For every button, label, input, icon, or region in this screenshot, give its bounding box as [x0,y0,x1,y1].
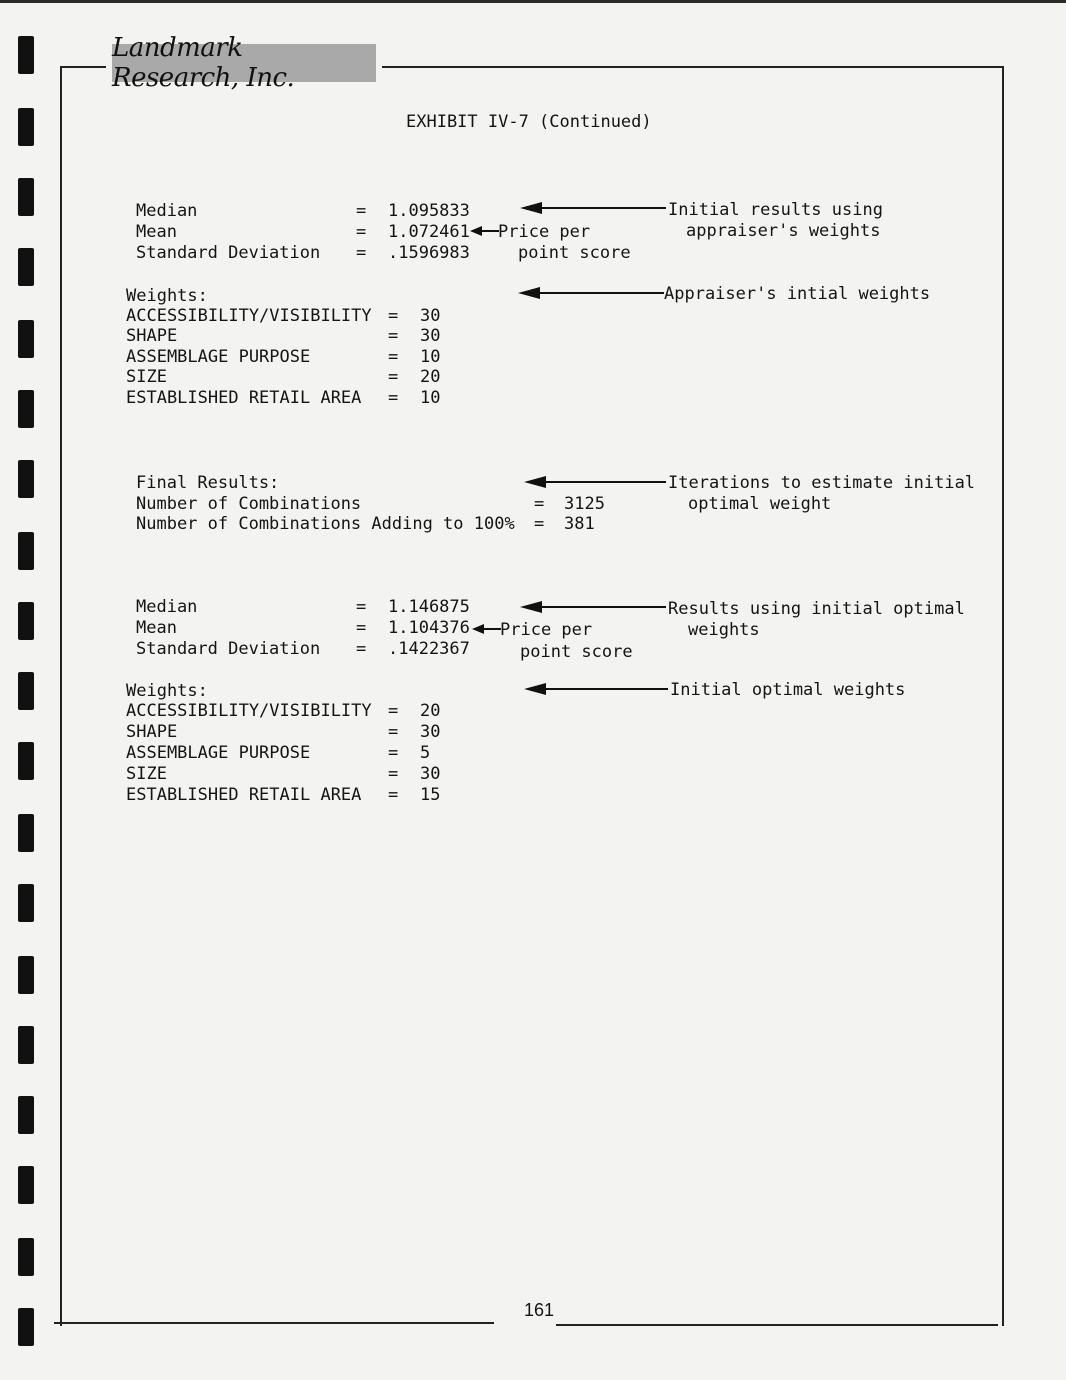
stat-label: Standard Deviation [136,639,321,659]
combination-equals: = [534,494,545,514]
weight-label: ASSEMBLAGE PURPOSE [126,347,311,367]
short-arrow-icon [472,622,502,636]
stat-value: 1.095833 [388,201,470,221]
long-arrow-icon [520,201,666,215]
weight-value: 10 [420,347,441,367]
binder-hole [18,884,34,922]
stat-equals: = [356,222,367,242]
page-top-edge [0,0,1066,3]
stat-label: Median [136,201,198,221]
frame-border [54,1322,494,1324]
weight-equals: = [388,388,399,408]
weight-equals: = [388,785,399,805]
weight-value: 30 [420,306,441,326]
weight-value: 30 [420,722,441,742]
binder-hole [18,390,34,428]
weight-value: 30 [420,764,441,784]
weight-label: SIZE [126,367,167,387]
annotation: Results using initial optimal [668,599,965,619]
short-arrow-icon [470,224,500,238]
combination-label: Number of Combinations [136,494,362,514]
annotation: appraiser's weights [686,221,881,241]
combination-label: Number of Combinations Adding to 100% [136,514,515,534]
weights-heading: Weights: [126,681,208,701]
company-logo: Landmark Research, Inc. [112,44,376,82]
combination-equals: = [534,514,545,534]
price-note: Price per [500,620,593,640]
stat-label: Median [136,597,198,617]
weight-equals: = [388,306,399,326]
stat-label: Mean [136,222,177,242]
price-note: point score [520,642,633,662]
binder-hole [18,1308,34,1346]
binder-hole [18,532,34,570]
weight-equals: = [388,701,399,721]
stat-value: 1.104376 [388,618,470,638]
binder-hole [18,108,34,146]
long-arrow-icon [520,600,666,614]
binder-hole [18,1166,34,1204]
binder-hole [18,460,34,498]
binder-hole [18,1026,34,1064]
weight-label: SHAPE [126,326,178,346]
annotation: optimal weight [688,494,832,514]
annotation: Appraiser's intial weights [664,284,931,304]
weight-value: 10 [420,388,441,408]
binder-hole [18,248,34,286]
weight-value: 20 [420,367,441,387]
binder-hole [18,814,34,852]
stat-equals: = [356,243,367,263]
frame-border [556,1324,998,1326]
binder-hole [18,178,34,216]
weight-label: ACCESSIBILITY/VISIBILITY [126,306,372,326]
weight-value: 20 [420,701,441,721]
stat-label: Standard Deviation [136,243,321,263]
weight-label: ACCESSIBILITY/VISIBILITY [126,701,372,721]
binder-hole [18,602,34,640]
combination-value: 3125 [564,494,605,514]
frame-border [1002,66,1004,1326]
binder-hole [18,742,34,780]
weight-value: 15 [420,785,441,805]
weight-label: SHAPE [126,722,178,742]
weight-equals: = [388,347,399,367]
long-arrow-icon [524,475,666,489]
final-results-heading: Final Results: [136,473,280,493]
weight-value: 30 [420,326,441,346]
exhibit-title: EXHIBIT IV-7 (Continued) [406,112,652,132]
frame-border [382,66,1004,68]
weight-equals: = [388,722,399,742]
frame-border [60,66,62,1326]
binder-hole [18,320,34,358]
stat-equals: = [356,618,367,638]
weight-equals: = [388,764,399,784]
binder-hole [18,672,34,710]
weight-equals: = [388,326,399,346]
combination-value: 381 [564,514,595,534]
binder-hole [18,36,34,74]
stat-value: 1.146875 [388,597,470,617]
stat-value: .1596983 [388,243,470,263]
stat-equals: = [356,639,367,659]
annotation: Iterations to estimate initial [668,473,976,493]
price-note: Price per [498,222,591,242]
weight-label: SIZE [126,764,167,784]
long-arrow-icon [518,286,664,300]
weight-value: 5 [420,743,431,763]
stat-value: 1.072461 [388,222,470,242]
weights-heading: Weights: [126,286,208,306]
annotation: weights [688,620,760,640]
page-number: 161 [524,1300,555,1320]
weight-label: ESTABLISHED RETAIL AREA [126,388,362,408]
stat-label: Mean [136,618,177,638]
frame-border [60,66,106,68]
stat-value: .1422367 [388,639,470,659]
weight-equals: = [388,367,399,387]
long-arrow-icon [524,682,668,696]
binder-hole [18,956,34,994]
annotation: Initial results using [668,200,883,220]
annotation: Initial optimal weights [670,680,906,700]
stat-equals: = [356,597,367,617]
price-note: point score [518,243,631,263]
stat-equals: = [356,201,367,221]
binder-hole [18,1238,34,1276]
weight-label: ESTABLISHED RETAIL AREA [126,785,362,805]
weight-label: ASSEMBLAGE PURPOSE [126,743,311,763]
weight-equals: = [388,743,399,763]
binder-hole [18,1096,34,1134]
